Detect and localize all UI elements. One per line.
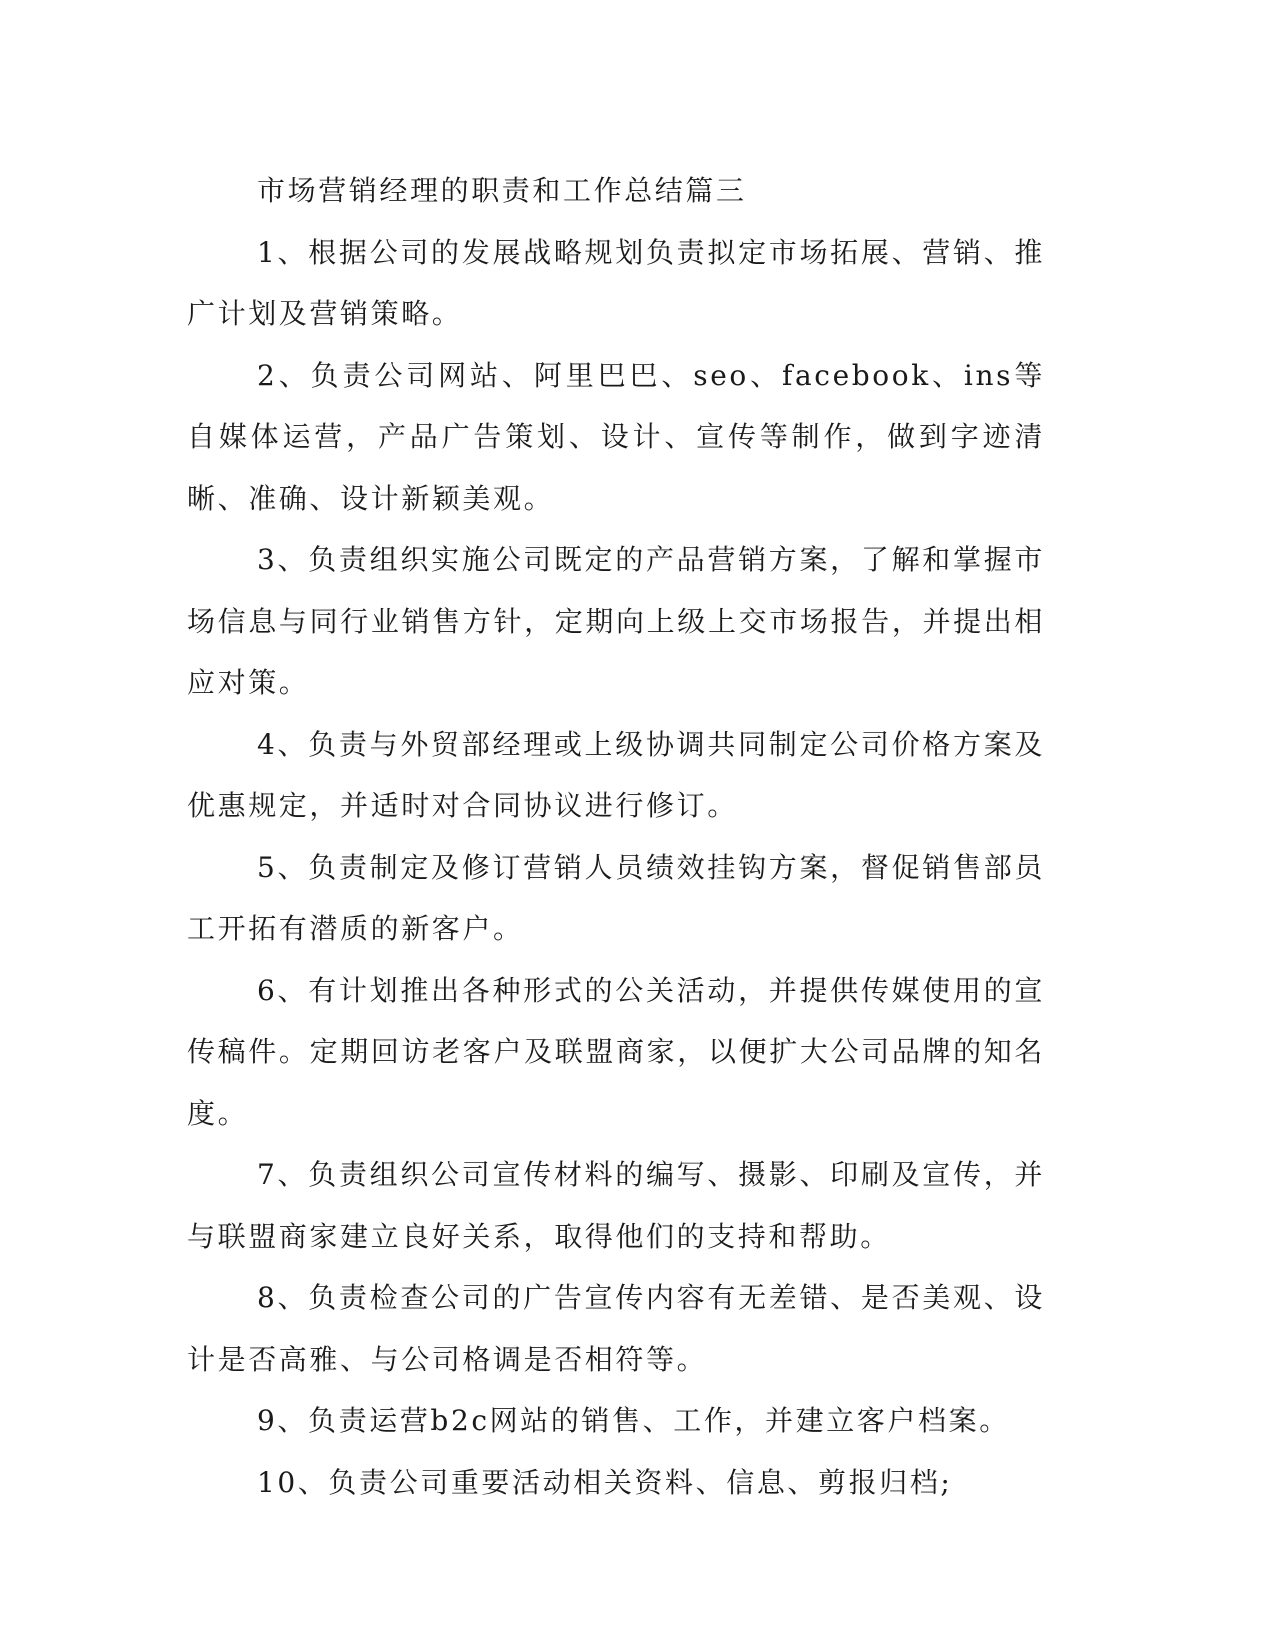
document-title: 市场营销经理的职责和工作总结篇三 <box>257 174 747 207</box>
document-body <box>187 160 1045 1513</box>
paragraph-9: 9、负责运营b2c网站的销售、工作，并建立客户档案。 <box>257 1404 1010 1437</box>
paragraph-5: 5、负责制定及修订营销人员绩效挂钩方案，督促销售部员工开拓有潜质的新客户。 <box>187 850 1045 945</box>
paragraph-7: 7、负责组织公司宣传材料的编写、摄影、印刷及宣传，并与联盟商家建立良好关系，取得他们的支持和帮助。 <box>187 1158 1045 1253</box>
paragraph-4: 4、负责与外贸部经理或上级协调共同制定公司价格方案及优惠规定，并适时对合同协议进行修订。 <box>187 727 1045 822</box>
paragraph-1: 1、根据公司的发展战略规划负责拟定市场拓展、营销、推广计划及营销策略。 <box>187 235 1045 330</box>
paragraph-6: 6、有计划推出各种形式的公关活动，并提供传媒使用的宣传稿件。定期回访老客户及联盟商家，以便扩大公司品牌的知名度。 <box>187 973 1045 1130</box>
paragraph-2: 2、负责公司网站、阿里巴巴、seo、facebook、ins等自媒体运营，产品广告策划、设计、宣传等制作，做到字迹清晰、准确、设计新颖美观。 <box>187 358 1045 515</box>
paragraph-8: 8、负责检查公司的广告宣传内容有无差错、是否美观、设计是否高雅、与公司格调是否相符等。 <box>187 1281 1045 1376</box>
paragraph-3: 3、负责组织实施公司既定的产品营销方案，了解和掌握市场信息与同行业销售方针，定期向上级上交市场报告，并提出相应对策。 <box>187 543 1045 699</box>
paragraph-10: 10、负责公司重要活动相关资料、信息、剪报归档; <box>257 1465 953 1499</box>
